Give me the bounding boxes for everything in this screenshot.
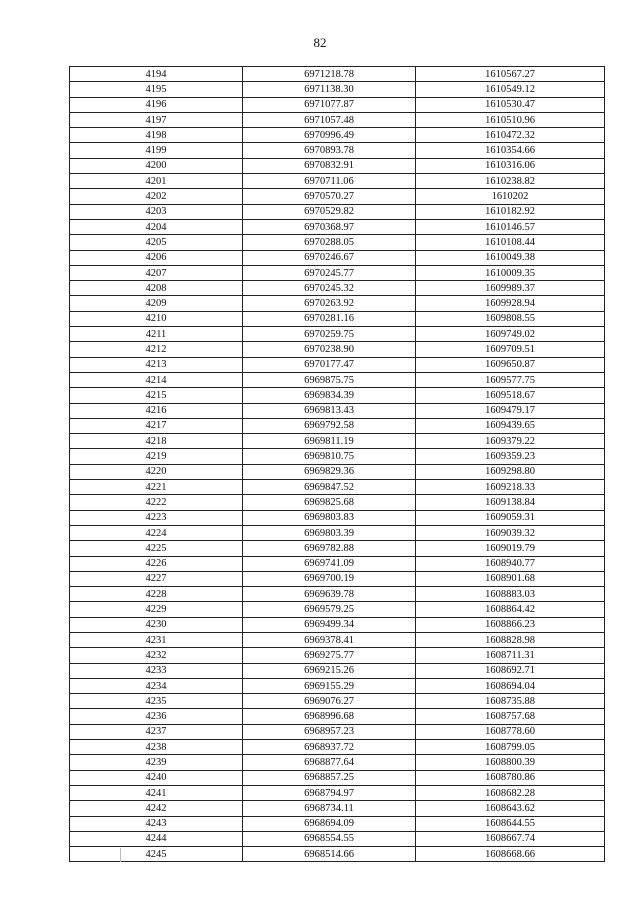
point-number-cell: 4235 bbox=[70, 694, 243, 709]
x-coordinate-cell: 6970832.91 bbox=[243, 158, 416, 173]
table-row bbox=[70, 571, 605, 586]
table-row bbox=[70, 632, 605, 647]
point-number-cell: 4207 bbox=[70, 265, 243, 280]
point-number-cell: 4229 bbox=[70, 602, 243, 617]
y-coordinate-cell: 1610182.92 bbox=[416, 204, 605, 219]
x-coordinate-cell: 6969499.34 bbox=[243, 617, 416, 632]
y-coordinate-cell: 1608901.68 bbox=[416, 571, 605, 586]
point-number-cell: 4234 bbox=[70, 678, 243, 693]
table-row bbox=[70, 434, 605, 449]
point-number-cell: 4203 bbox=[70, 204, 243, 219]
x-coordinate-cell: 6969155.29 bbox=[243, 678, 416, 693]
y-coordinate-cell: 1608866.23 bbox=[416, 617, 605, 632]
y-coordinate-cell: 1608735.88 bbox=[416, 694, 605, 709]
point-number-cell: 4221 bbox=[70, 480, 243, 495]
point-number-cell: 4202 bbox=[70, 189, 243, 204]
x-coordinate-cell: 6969825.68 bbox=[243, 495, 416, 510]
table-row bbox=[70, 740, 605, 755]
y-coordinate-cell: 1610472.32 bbox=[416, 128, 605, 143]
point-number-cell: 4209 bbox=[70, 296, 243, 311]
x-coordinate-cell: 6970238.90 bbox=[243, 342, 416, 357]
y-coordinate-cell: 1609709.51 bbox=[416, 342, 605, 357]
point-number-cell: 4227 bbox=[70, 571, 243, 586]
y-coordinate-cell: 1608643.62 bbox=[416, 801, 605, 816]
y-coordinate-cell: 1610354.66 bbox=[416, 143, 605, 158]
x-coordinate-cell: 6971057.48 bbox=[243, 112, 416, 127]
table-row bbox=[70, 327, 605, 342]
x-coordinate-cell: 6969834.39 bbox=[243, 388, 416, 403]
table-row bbox=[70, 281, 605, 296]
y-coordinate-cell: 1608694.04 bbox=[416, 678, 605, 693]
y-coordinate-cell: 1610510.96 bbox=[416, 112, 605, 127]
point-number-cell: 4224 bbox=[70, 525, 243, 540]
table-row bbox=[70, 770, 605, 785]
table-row bbox=[70, 296, 605, 311]
point-number-cell: 4233 bbox=[70, 663, 243, 678]
table-row bbox=[70, 67, 605, 82]
x-coordinate-cell: 6968794.97 bbox=[243, 785, 416, 800]
table-row bbox=[70, 418, 605, 433]
coordinates-table-body bbox=[70, 67, 605, 862]
x-coordinate-cell: 6970259.75 bbox=[243, 327, 416, 342]
page-number: 82 bbox=[313, 35, 327, 50]
point-number-cell: 4201 bbox=[70, 174, 243, 189]
x-coordinate-cell: 6968937.72 bbox=[243, 740, 416, 755]
x-coordinate-cell: 6970368.97 bbox=[243, 219, 416, 234]
y-coordinate-cell: 1609218.33 bbox=[416, 480, 605, 495]
x-coordinate-cell: 6969700.19 bbox=[243, 571, 416, 586]
y-coordinate-cell: 1608682.28 bbox=[416, 785, 605, 800]
x-coordinate-cell: 6969829.36 bbox=[243, 464, 416, 479]
table-row bbox=[70, 755, 605, 770]
point-number-cell: 4205 bbox=[70, 235, 243, 250]
point-number-cell: 4243 bbox=[70, 816, 243, 831]
x-coordinate-cell: 6970246.67 bbox=[243, 250, 416, 265]
point-number-cell: 4216 bbox=[70, 403, 243, 418]
y-coordinate-cell: 1609650.87 bbox=[416, 357, 605, 372]
x-coordinate-cell: 6971218.78 bbox=[243, 67, 416, 82]
y-coordinate-cell: 1609577.75 bbox=[416, 372, 605, 387]
y-coordinate-cell: 1609518.67 bbox=[416, 388, 605, 403]
table-row bbox=[70, 204, 605, 219]
y-coordinate-cell: 1610316.06 bbox=[416, 158, 605, 173]
table-row bbox=[70, 847, 605, 862]
point-number-cell: 4232 bbox=[70, 648, 243, 663]
table-row bbox=[70, 525, 605, 540]
table-row bbox=[70, 709, 605, 724]
table-row bbox=[70, 663, 605, 678]
point-number-cell: 4211 bbox=[70, 327, 243, 342]
y-coordinate-cell: 1608711.31 bbox=[416, 648, 605, 663]
x-coordinate-cell: 6969275.77 bbox=[243, 648, 416, 663]
y-coordinate-cell: 1609039.32 bbox=[416, 525, 605, 540]
point-number-cell: 4212 bbox=[70, 342, 243, 357]
y-coordinate-cell: 1608668.66 bbox=[416, 847, 605, 862]
table-row bbox=[70, 648, 605, 663]
point-number-cell: 4217 bbox=[70, 418, 243, 433]
point-number-cell: 4240 bbox=[70, 770, 243, 785]
point-number-cell: 4222 bbox=[70, 495, 243, 510]
point-number-cell: 4210 bbox=[70, 311, 243, 326]
point-number-cell: 4236 bbox=[70, 709, 243, 724]
y-coordinate-cell: 1608800.39 bbox=[416, 755, 605, 770]
point-number-cell: 4215 bbox=[70, 388, 243, 403]
x-coordinate-cell: 6969782.88 bbox=[243, 541, 416, 556]
table-row bbox=[70, 250, 605, 265]
y-coordinate-cell: 1609439.65 bbox=[416, 418, 605, 433]
table-row bbox=[70, 541, 605, 556]
y-coordinate-cell: 1608780.86 bbox=[416, 770, 605, 785]
y-coordinate-cell: 1608692.71 bbox=[416, 663, 605, 678]
scan-artifact-mark bbox=[120, 848, 121, 862]
y-coordinate-cell: 1609138.84 bbox=[416, 495, 605, 510]
x-coordinate-cell: 6971138.30 bbox=[243, 82, 416, 97]
point-number-cell: 4200 bbox=[70, 158, 243, 173]
point-number-cell: 4220 bbox=[70, 464, 243, 479]
coordinates-table bbox=[69, 66, 605, 862]
x-coordinate-cell: 6969741.09 bbox=[243, 556, 416, 571]
y-coordinate-cell: 1609019.79 bbox=[416, 541, 605, 556]
x-coordinate-cell: 6969792.58 bbox=[243, 418, 416, 433]
x-coordinate-cell: 6970996.49 bbox=[243, 128, 416, 143]
table-row bbox=[70, 464, 605, 479]
point-number-cell: 4198 bbox=[70, 128, 243, 143]
y-coordinate-cell: 1610238.82 bbox=[416, 174, 605, 189]
table-row bbox=[70, 189, 605, 204]
point-number-cell: 4199 bbox=[70, 143, 243, 158]
table-row bbox=[70, 556, 605, 571]
x-coordinate-cell: 6968996.68 bbox=[243, 709, 416, 724]
point-number-cell: 4242 bbox=[70, 801, 243, 816]
table-row bbox=[70, 388, 605, 403]
table-row bbox=[70, 219, 605, 234]
point-number-cell: 4239 bbox=[70, 755, 243, 770]
point-number-cell: 4218 bbox=[70, 434, 243, 449]
table-row bbox=[70, 785, 605, 800]
x-coordinate-cell: 6970245.77 bbox=[243, 265, 416, 280]
table-row bbox=[70, 265, 605, 280]
table-row bbox=[70, 342, 605, 357]
x-coordinate-cell: 6969803.39 bbox=[243, 525, 416, 540]
point-number-cell: 4238 bbox=[70, 740, 243, 755]
x-coordinate-cell: 6970281.16 bbox=[243, 311, 416, 326]
table-row bbox=[70, 82, 605, 97]
x-coordinate-cell: 6970893.78 bbox=[243, 143, 416, 158]
table-row bbox=[70, 510, 605, 525]
y-coordinate-cell: 1608864.42 bbox=[416, 602, 605, 617]
y-coordinate-cell: 1608667.74 bbox=[416, 831, 605, 846]
point-number-cell: 4208 bbox=[70, 281, 243, 296]
y-coordinate-cell: 1608940.77 bbox=[416, 556, 605, 571]
x-coordinate-cell: 6969803.83 bbox=[243, 510, 416, 525]
x-coordinate-cell: 6971077.87 bbox=[243, 97, 416, 112]
y-coordinate-cell: 1610009.35 bbox=[416, 265, 605, 280]
x-coordinate-cell: 6968877.64 bbox=[243, 755, 416, 770]
y-coordinate-cell: 1608757.68 bbox=[416, 709, 605, 724]
y-coordinate-cell: 1610146.57 bbox=[416, 219, 605, 234]
table-row bbox=[70, 372, 605, 387]
point-number-cell: 4223 bbox=[70, 510, 243, 525]
point-number-cell: 4213 bbox=[70, 357, 243, 372]
table-row bbox=[70, 158, 605, 173]
point-number-cell: 4219 bbox=[70, 449, 243, 464]
x-coordinate-cell: 6968514.66 bbox=[243, 847, 416, 862]
x-coordinate-cell: 6970288.05 bbox=[243, 235, 416, 250]
table-row bbox=[70, 174, 605, 189]
point-number-cell: 4230 bbox=[70, 617, 243, 632]
table-row bbox=[70, 449, 605, 464]
y-coordinate-cell: 1609379.22 bbox=[416, 434, 605, 449]
x-coordinate-cell: 6969378.41 bbox=[243, 632, 416, 647]
y-coordinate-cell: 1608644.55 bbox=[416, 816, 605, 831]
x-coordinate-cell: 6970177.47 bbox=[243, 357, 416, 372]
point-number-cell: 4225 bbox=[70, 541, 243, 556]
point-number-cell: 4226 bbox=[70, 556, 243, 571]
table-row bbox=[70, 816, 605, 831]
table-row bbox=[70, 403, 605, 418]
x-coordinate-cell: 6969847.52 bbox=[243, 480, 416, 495]
x-coordinate-cell: 6969810.75 bbox=[243, 449, 416, 464]
y-coordinate-cell: 1608799.05 bbox=[416, 740, 605, 755]
x-coordinate-cell: 6970570.27 bbox=[243, 189, 416, 204]
y-coordinate-cell: 1610049.38 bbox=[416, 250, 605, 265]
table-row bbox=[70, 602, 605, 617]
table-row bbox=[70, 235, 605, 250]
y-coordinate-cell: 1609298.80 bbox=[416, 464, 605, 479]
x-coordinate-cell: 6970529.82 bbox=[243, 204, 416, 219]
table-row bbox=[70, 694, 605, 709]
x-coordinate-cell: 6968734.11 bbox=[243, 801, 416, 816]
x-coordinate-cell: 6968694.09 bbox=[243, 816, 416, 831]
table-row bbox=[70, 97, 605, 112]
point-number-cell: 4244 bbox=[70, 831, 243, 846]
point-number-cell: 4241 bbox=[70, 785, 243, 800]
y-coordinate-cell: 1608828.98 bbox=[416, 632, 605, 647]
y-coordinate-cell: 1608883.03 bbox=[416, 587, 605, 602]
point-number-cell: 4237 bbox=[70, 724, 243, 739]
y-coordinate-cell: 1609059.31 bbox=[416, 510, 605, 525]
y-coordinate-cell: 1609989.37 bbox=[416, 281, 605, 296]
table-row bbox=[70, 831, 605, 846]
point-number-cell: 4245 bbox=[70, 847, 243, 862]
x-coordinate-cell: 6970711.06 bbox=[243, 174, 416, 189]
table-row bbox=[70, 724, 605, 739]
x-coordinate-cell: 6969813.43 bbox=[243, 403, 416, 418]
point-number-cell: 4228 bbox=[70, 587, 243, 602]
x-coordinate-cell: 6969076.27 bbox=[243, 694, 416, 709]
y-coordinate-cell: 1609808.55 bbox=[416, 311, 605, 326]
x-coordinate-cell: 6969811.19 bbox=[243, 434, 416, 449]
table-row bbox=[70, 678, 605, 693]
x-coordinate-cell: 6970263.92 bbox=[243, 296, 416, 311]
y-coordinate-cell: 1610549.12 bbox=[416, 82, 605, 97]
point-number-cell: 4195 bbox=[70, 82, 243, 97]
x-coordinate-cell: 6969579.25 bbox=[243, 602, 416, 617]
x-coordinate-cell: 6969215.26 bbox=[243, 663, 416, 678]
table-row bbox=[70, 801, 605, 816]
point-number-cell: 4204 bbox=[70, 219, 243, 234]
point-number-cell: 4197 bbox=[70, 112, 243, 127]
x-coordinate-cell: 6968857.25 bbox=[243, 770, 416, 785]
point-number-cell: 4231 bbox=[70, 632, 243, 647]
y-coordinate-cell: 1610530.47 bbox=[416, 97, 605, 112]
x-coordinate-cell: 6968554.55 bbox=[243, 831, 416, 846]
point-number-cell: 4206 bbox=[70, 250, 243, 265]
table-row bbox=[70, 311, 605, 326]
y-coordinate-cell: 1609359.23 bbox=[416, 449, 605, 464]
y-coordinate-cell: 1609928.94 bbox=[416, 296, 605, 311]
x-coordinate-cell: 6970245.32 bbox=[243, 281, 416, 296]
y-coordinate-cell: 1610567.27 bbox=[416, 67, 605, 82]
x-coordinate-cell: 6968957.23 bbox=[243, 724, 416, 739]
table-row bbox=[70, 617, 605, 632]
point-number-cell: 4214 bbox=[70, 372, 243, 387]
table-row bbox=[70, 143, 605, 158]
point-number-cell: 4194 bbox=[70, 67, 243, 82]
y-coordinate-cell: 1608778.60 bbox=[416, 724, 605, 739]
table-row bbox=[70, 587, 605, 602]
y-coordinate-cell: 1609479.17 bbox=[416, 403, 605, 418]
point-number-cell: 4196 bbox=[70, 97, 243, 112]
y-coordinate-cell: 1610108.44 bbox=[416, 235, 605, 250]
y-coordinate-cell: 1610202 bbox=[416, 189, 605, 204]
table-row bbox=[70, 480, 605, 495]
y-coordinate-cell: 1609749.02 bbox=[416, 327, 605, 342]
table-row bbox=[70, 495, 605, 510]
table-row bbox=[70, 128, 605, 143]
x-coordinate-cell: 6969639.78 bbox=[243, 587, 416, 602]
table-row bbox=[70, 357, 605, 372]
x-coordinate-cell: 6969875.75 bbox=[243, 372, 416, 387]
table-row bbox=[70, 112, 605, 127]
